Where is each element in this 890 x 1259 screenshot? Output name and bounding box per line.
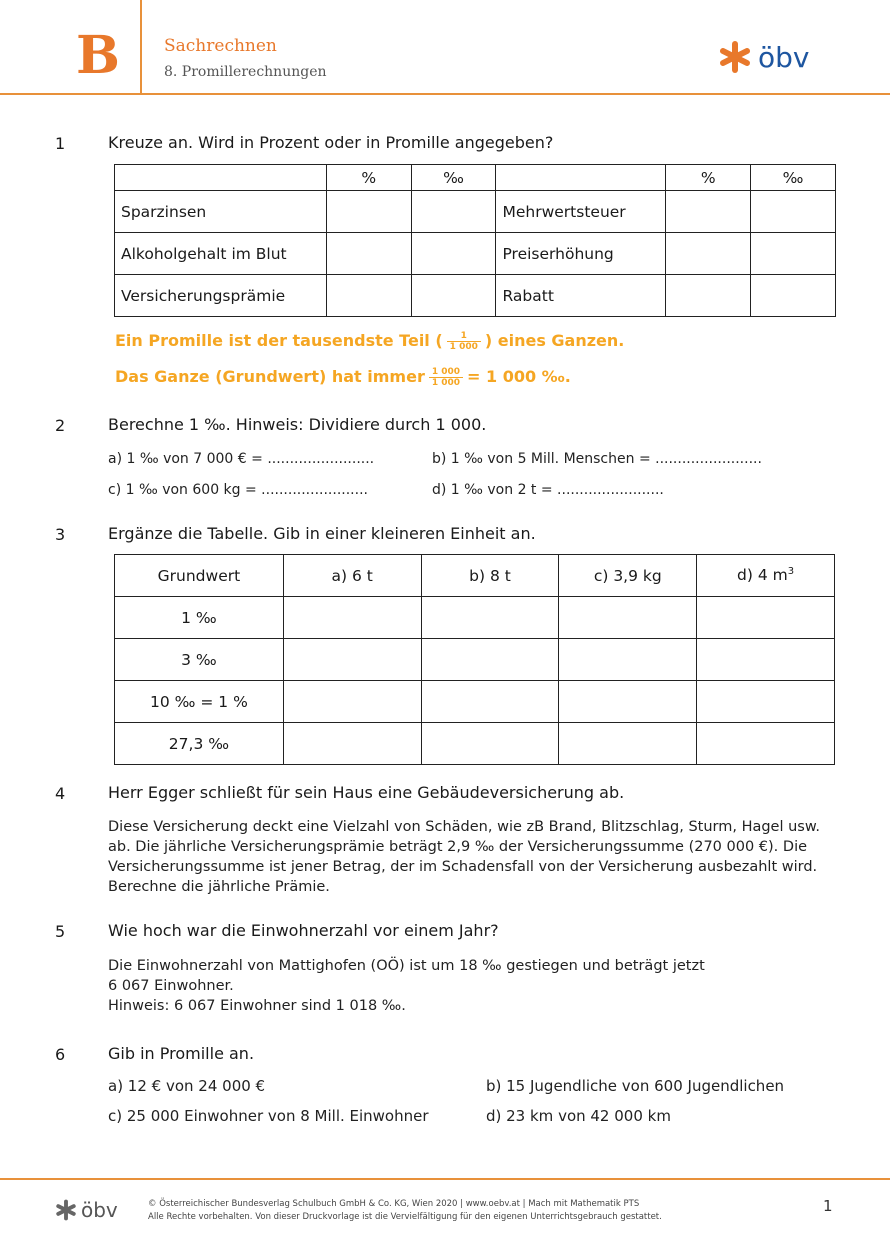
column-header-text: d) 4 m	[737, 566, 788, 585]
checkbox-cell[interactable]	[666, 275, 751, 317]
answer-cell[interactable]	[697, 597, 835, 639]
checkbox-cell[interactable]	[326, 275, 411, 317]
checkbox-cell[interactable]	[411, 275, 496, 317]
text-line: Berechne die jährliche Prämie.	[108, 879, 330, 895]
text-line: ab. Die jährliche Versicherungsprämie beträgt 2,9 ‰ der Versicherungssumme (270 000 €). Die	[108, 839, 808, 855]
task-item: b) 15 Jugendliche von 600 Jugendlichen	[486, 1077, 785, 1095]
text-line: Die Einwohnerzahl von Mattighofen (OÖ) ist um 18 ‰ gestiegen und beträgt jetzt	[108, 958, 705, 974]
task-item: d) 23 km von 42 000 km	[486, 1107, 671, 1125]
column-header: b) 8 t	[421, 555, 559, 597]
row-label: 10 ‰ = 1 %	[115, 681, 284, 723]
row-label: Sparzinsen	[115, 191, 327, 233]
answer-cell[interactable]	[697, 681, 835, 723]
checkbox-cell[interactable]	[666, 233, 751, 275]
footer-copyright	[148, 1198, 662, 1224]
fraction-numerator: 1 000	[429, 367, 463, 378]
exercise-number: 4	[55, 784, 66, 803]
text-line: Versicherungssumme ist jener Betrag, der im Schadensfall von der Versicherung ausbezahlt wird.	[108, 859, 818, 875]
header-divider	[0, 93, 890, 95]
hint-text: ) eines Ganzen.	[484, 331, 625, 350]
grundwert-table	[114, 554, 835, 765]
answer-cell[interactable]	[421, 597, 559, 639]
column-header: c) 3,9 kg	[559, 555, 697, 597]
text-line: Hinweis: 6 067 Einwohner sind 1 018 ‰.	[108, 998, 406, 1014]
column-header: Grundwert	[115, 555, 284, 597]
row-label: Mehrwertsteuer	[496, 191, 666, 233]
answer-cell[interactable]	[697, 639, 835, 681]
task-item: c) 25 000 Einwohner von 8 Mill. Einwohner	[108, 1107, 429, 1125]
column-header-permille: ‰	[411, 165, 496, 191]
exercise-text	[108, 956, 705, 1016]
exercise-question: Kreuze an. Wird in Prozent oder in Promille angegeben?	[108, 133, 554, 152]
task-item: c) 1 ‰ von 600 kg = ........................	[108, 482, 368, 498]
column-header-permille: ‰	[751, 165, 836, 191]
task-item: d) 1 ‰ von 2 t = ........................	[432, 482, 664, 498]
fraction-denominator: 1 000	[431, 378, 461, 388]
column-header: a) 6 t	[283, 555, 421, 597]
table-cell	[496, 165, 666, 191]
answer-cell[interactable]	[697, 723, 835, 765]
exercise-number: 5	[55, 922, 66, 941]
checkbox-cell[interactable]	[411, 191, 496, 233]
checkbox-cell[interactable]	[751, 233, 836, 275]
exercise-question: Gib in Promille an.	[108, 1044, 255, 1063]
publisher-logo	[718, 40, 809, 74]
task-item: b) 1 ‰ von 5 Mill. Menschen = ........................	[432, 451, 762, 467]
answer-cell[interactable]	[559, 681, 697, 723]
exercise-number: 1	[55, 134, 66, 153]
footer-logo	[55, 1198, 118, 1222]
text-line: Diese Versicherung deckt eine Vielzahl von Schäden, wie zB Brand, Blitzschlag, Sturm, Hagel usw.	[108, 819, 821, 835]
task-item: a) 12 € von 24 000 €	[108, 1077, 266, 1095]
row-label: Rabatt	[496, 275, 666, 317]
answer-cell[interactable]	[559, 639, 697, 681]
row-label: Versicherungsprämie	[115, 275, 327, 317]
row-label: Preiserhöhung	[496, 233, 666, 275]
fraction-numerator: 1	[447, 331, 481, 342]
chapter-title: Sachrechnen	[164, 36, 277, 56]
star-icon	[55, 1199, 77, 1221]
exercise-number: 6	[55, 1045, 66, 1064]
checkbox-cell[interactable]	[751, 275, 836, 317]
answer-cell[interactable]	[283, 723, 421, 765]
row-label: 3 ‰	[115, 639, 284, 681]
logo-text: öbv	[81, 1198, 118, 1222]
fraction-denominator: 1 000	[449, 342, 478, 352]
percent-permille-table	[114, 164, 836, 317]
superscript: 3	[787, 566, 795, 578]
row-label: 27,3 ‰	[115, 723, 284, 765]
hint-permille-definition	[115, 331, 624, 352]
answer-cell[interactable]	[283, 681, 421, 723]
footer-divider	[0, 1178, 890, 1180]
section-letter: B	[76, 25, 120, 86]
exercise-question: Berechne 1 ‰. Hinweis: Dividiere durch 1 000.	[108, 415, 487, 434]
page-number: 1	[823, 1197, 833, 1215]
hint-text: Das Ganze (Grundwert) hat immer	[115, 367, 425, 386]
answer-cell[interactable]	[559, 597, 697, 639]
table-cell	[115, 165, 327, 191]
checkbox-cell[interactable]	[666, 191, 751, 233]
answer-cell[interactable]	[421, 723, 559, 765]
answer-cell[interactable]	[283, 597, 421, 639]
task-item: a) 1 ‰ von 7 000 € = ........................	[108, 451, 375, 467]
column-header	[697, 555, 835, 597]
exercise-question: Ergänze die Tabelle. Gib in einer kleineren Einheit an.	[108, 524, 536, 543]
checkbox-cell[interactable]	[751, 191, 836, 233]
hint-whole-definition	[115, 367, 571, 388]
exercise-question: Wie hoch war die Einwohnerzahl vor einem Jahr?	[108, 921, 499, 940]
answer-cell[interactable]	[283, 639, 421, 681]
checkbox-cell[interactable]	[326, 233, 411, 275]
row-label: 1 ‰	[115, 597, 284, 639]
checkbox-cell[interactable]	[411, 233, 496, 275]
exercise-number: 3	[55, 525, 66, 544]
column-header-percent: %	[666, 165, 751, 191]
answer-cell[interactable]	[421, 639, 559, 681]
text-line: 6 067 Einwohner.	[108, 978, 234, 994]
exercise-number: 2	[55, 416, 66, 435]
header-divider-vertical	[140, 0, 142, 93]
hint-text: = 1 000 ‰.	[467, 367, 571, 386]
chapter-subtitle: 8. Promillerechnungen	[164, 64, 327, 80]
exercise-question: Herr Egger schließt für sein Haus eine Gebäudeversicherung ab.	[108, 783, 625, 802]
answer-cell[interactable]	[421, 681, 559, 723]
row-label: Alkoholgehalt im Blut	[115, 233, 327, 275]
column-header-percent: %	[326, 165, 411, 191]
rights-line: Alle Rechte vorbehalten. Von dieser Druckvorlage ist die Vervielfältigung für den eigenen Unterrichtsgebrauch gestattet.	[148, 1212, 662, 1222]
checkbox-cell[interactable]	[326, 191, 411, 233]
exercise-text	[108, 817, 820, 897]
star-icon	[718, 40, 752, 74]
fraction	[447, 331, 481, 352]
hint-text: Ein Promille ist der tausendste Teil (	[115, 331, 443, 350]
fraction	[429, 367, 463, 388]
logo-text: öbv	[758, 40, 810, 74]
copyright-line: © Österreichischer Bundesverlag Schulbuch GmbH & Co. KG, Wien 2020 | www.oebv.at | Mach mit Mathematik PTS	[148, 1199, 640, 1209]
answer-cell[interactable]	[559, 723, 697, 765]
